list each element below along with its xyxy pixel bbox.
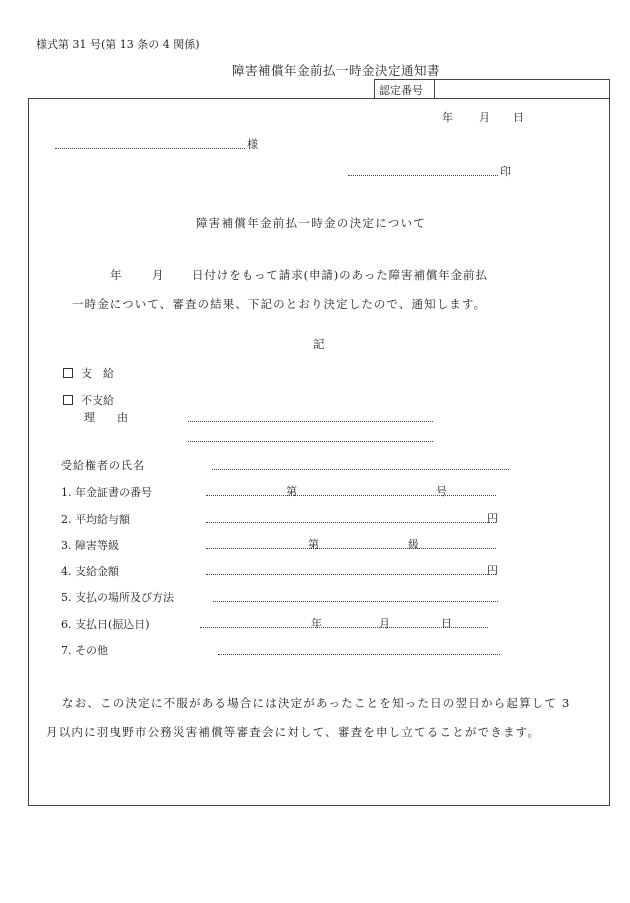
item4-suffix: 円	[487, 564, 498, 577]
subject-line: 障害補償年金前払一時金の決定について	[196, 216, 427, 230]
item6-label: 6. 支払日(振込日)	[61, 618, 150, 631]
item2-suffix: 円	[487, 512, 498, 525]
body-line-1: 日付けをもって請求(申請)のあった障害補償年金前払	[192, 268, 488, 282]
date-month: 月	[479, 111, 490, 124]
reason-line-2[interactable]	[188, 441, 433, 442]
date-year: 年	[442, 111, 453, 124]
item3-label: 3. 障害等級	[61, 539, 119, 552]
item1-prefix: 第	[286, 485, 297, 498]
recipient-name-line[interactable]	[55, 148, 245, 149]
checkbox-pay[interactable]	[63, 368, 73, 378]
reason-label: 理 由	[84, 411, 128, 424]
recipient-suffix: 様	[247, 138, 258, 151]
document-title: 障害補償年金前払一時金決定通知書	[232, 63, 441, 78]
item5-line[interactable]	[213, 601, 498, 602]
cert-number-divider	[434, 79, 435, 98]
item1-label: 1. 年金証書の番号	[61, 486, 152, 499]
date-day: 日	[513, 111, 524, 124]
item4-line[interactable]	[206, 574, 496, 575]
body-line-2: 一時金について、審査の結果、下記のとおり決定したので、通知します。	[72, 297, 487, 311]
body-year: 年	[110, 268, 122, 282]
reason-line-1[interactable]	[188, 421, 433, 422]
item6-year: 年	[311, 617, 322, 630]
option-nonpay[interactable]	[63, 392, 114, 408]
item3-prefix: 第	[308, 538, 319, 551]
beneficiary-line[interactable]	[212, 469, 509, 470]
option-pay[interactable]	[63, 365, 114, 381]
issuer-name-line[interactable]	[348, 175, 498, 176]
item1-suffix: 号	[436, 485, 447, 498]
ki-heading: 記	[313, 337, 325, 351]
cert-number-label: 認定番号	[379, 84, 423, 97]
item1-line[interactable]	[206, 495, 496, 496]
item6-month: 月	[379, 617, 390, 630]
option-nonpay-label: 不支給	[81, 394, 114, 407]
item2-line[interactable]	[206, 522, 496, 523]
item3-line[interactable]	[206, 548, 496, 549]
item6-day: 日	[441, 617, 452, 630]
body-month: 月	[152, 268, 164, 282]
form-number: 様式第 31 号(第 13 条の 4 関係)	[36, 38, 200, 51]
item3-suffix: 級	[408, 538, 419, 551]
item2-label: 2. 平均給与額	[61, 513, 130, 526]
item4-label: 4. 支給金額	[61, 565, 119, 578]
beneficiary-label: 受給権者の氏名	[61, 459, 145, 472]
item7-label: 7. その他	[61, 644, 108, 657]
item7-line[interactable]	[218, 654, 500, 655]
option-pay-label: 支 給	[81, 367, 114, 380]
item5-label: 5. 支払の場所及び方法	[61, 591, 174, 604]
checkbox-nonpay[interactable]	[63, 395, 73, 405]
seal-mark: 印	[500, 165, 511, 178]
appeal-notice: なお、この決定に不服がある場合には決定があったことを知った日の翌日から起算して 3 月以内に羽曳野市公務災害補償等審査会に対して、審査を申し立てることができます。	[46, 696, 571, 739]
